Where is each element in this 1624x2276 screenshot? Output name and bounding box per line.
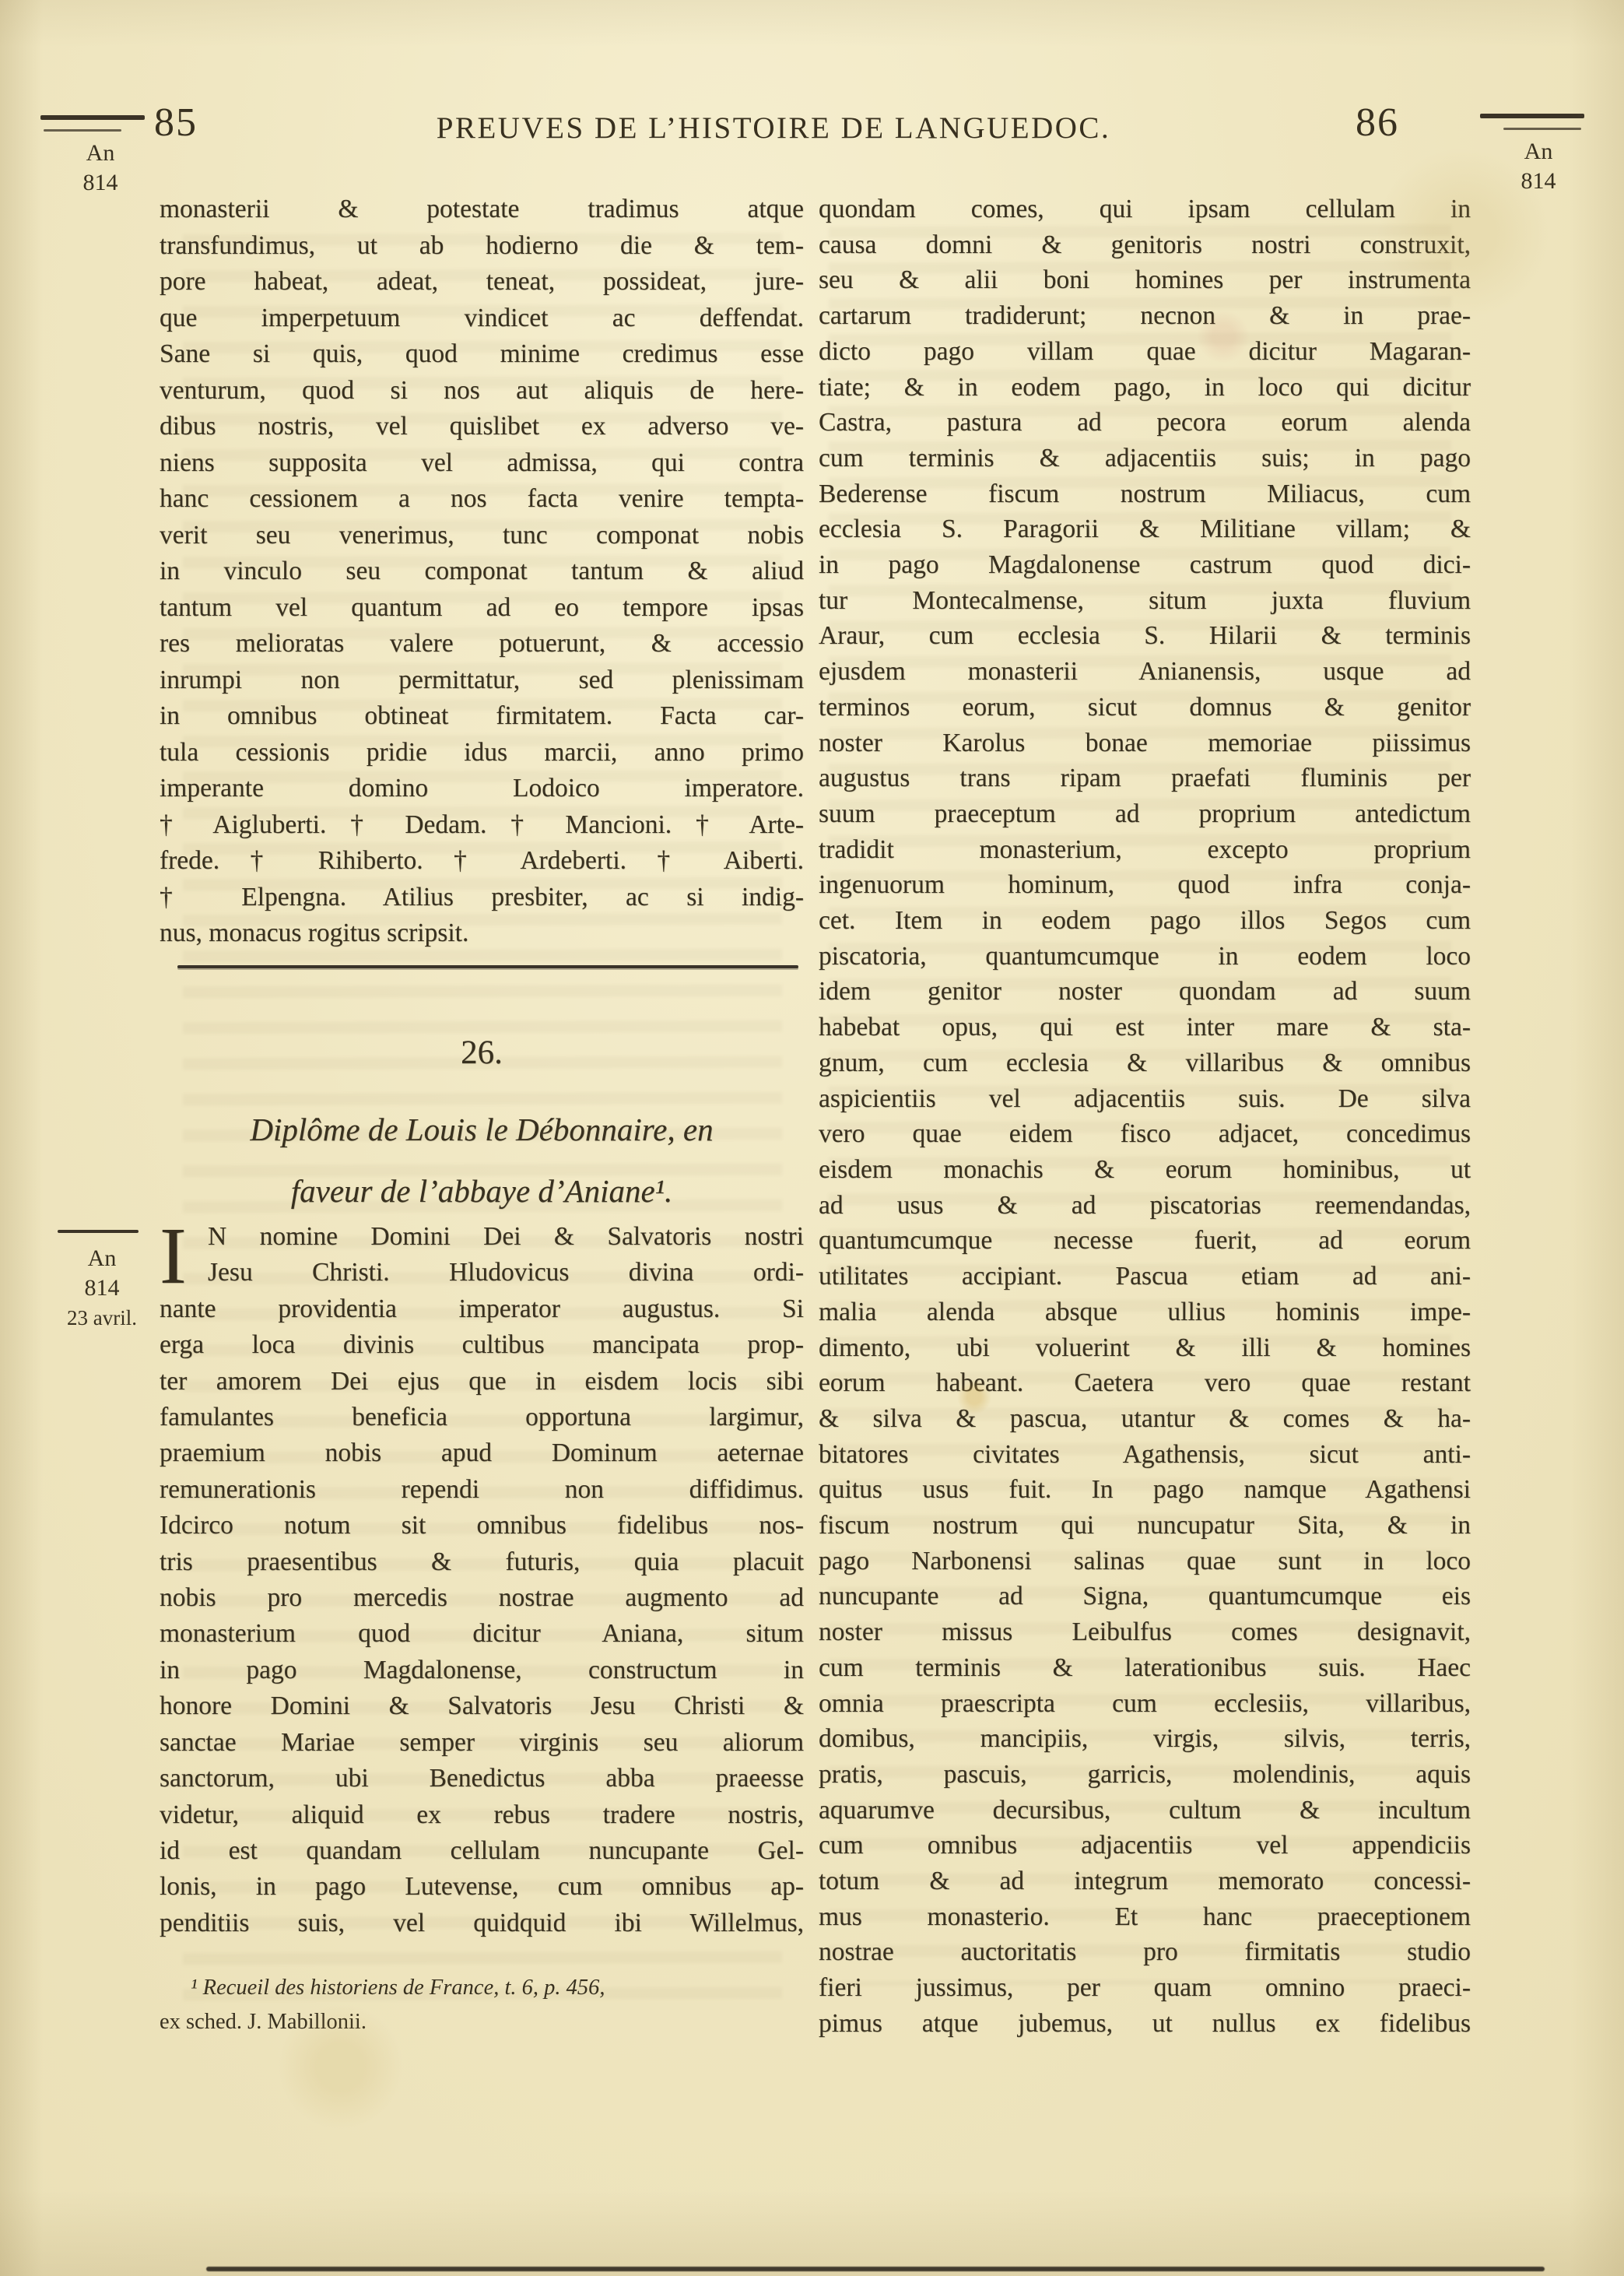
text-line: id est quandam cellulam nuncupante Gel- — [160, 1835, 804, 1865]
text-line: utilitates accipiant. Pascua etiam ad ani- — [819, 1262, 1471, 1291]
text-line: aquarumve decursibus, cultum & incultum — [819, 1795, 1471, 1825]
margin-note-line: An — [86, 140, 115, 166]
text-line: remunerationis rependi non diffidimus. — [160, 1474, 804, 1504]
running-title: PREUVES DE L’HISTOIRE DE LANGUEDOC. — [436, 111, 1111, 145]
margin-note-line: An — [1524, 139, 1553, 164]
text-line: penditiis suis, vel quidquid ibi Willelmus, — [160, 1908, 804, 1937]
margin-note-date — [51, 1244, 153, 1333]
text-line: nostrae auctoritatis pro firmitatis studio — [819, 1937, 1471, 1967]
text-line: cartarum tradiderunt; necnon & in prae- — [819, 301, 1471, 331]
corner-rule-top-left — [40, 115, 145, 120]
text-line: seu & alii boni homines per instrumenta — [819, 265, 1471, 295]
text-line: venturum, quod si nos aut aliquis de here- — [160, 375, 804, 405]
text-line: piscatoria, quantumcumque in eodem loco — [819, 941, 1471, 971]
corner-rule-top-right-thin — [1503, 128, 1581, 130]
text-line: noster missus Leibulfus comes designavit, — [819, 1617, 1471, 1647]
text-line: tris praesentibus & futuris, quia placuit — [160, 1547, 804, 1576]
text-line: bitatores civitates Agathensis, sicut anti- — [819, 1439, 1471, 1469]
scan-edge-artifact — [206, 2267, 1545, 2271]
text-line: nus, monacus rogitus scripsit. — [160, 918, 469, 947]
text-line: suum praeceptum ad proprium antedictum — [819, 799, 1471, 828]
text-line: inrumpi non permittatur, sed plenissimam — [160, 665, 804, 694]
text-line: dibus nostris, vel quislibet ex adverso ve- — [160, 412, 804, 441]
text-line: nuncupante ad Signa, quantumcumque eis — [819, 1582, 1471, 1611]
text-line: nobis pro mercedis nostrae augmento ad — [160, 1583, 804, 1613]
text-line: quondam comes, qui ipsam cellulam in — [819, 195, 1471, 223]
text-line: malia alenda absque ullius hominis impe- — [819, 1297, 1471, 1326]
text-line: Idcirco notum sit omnibus fidelibus nos- — [160, 1511, 804, 1540]
text-line: transfundimus, ut ab hodierno die & tem- — [160, 230, 804, 260]
text-line: famulantes beneficia opportuna largimur, — [160, 1403, 804, 1432]
text-line: ecclesia S. Paragorii & Militiane villam; & — [819, 515, 1471, 544]
text-line: niens supposita vel admissa, qui contra — [160, 448, 804, 477]
margin-note-line: An — [87, 1245, 117, 1271]
text-line: res melioratas valere potuerunt, & accessio — [160, 629, 804, 658]
text-line: quantumcumque necesse fuerit, ad eorum — [819, 1226, 1471, 1256]
document-26-heading — [160, 1099, 804, 1222]
text-line: in pago Magdalonense, constructum in — [160, 1655, 804, 1684]
margin-note-line: 814 — [82, 170, 118, 195]
margin-note-line: 814 — [84, 1275, 120, 1301]
margin-note-year-left — [54, 139, 146, 198]
text-line: cum terminis & laterationibus suis. Haec — [819, 1653, 1471, 1682]
margin-note-line: 814 — [1521, 168, 1556, 194]
text-line: erga loca divinis cultibus mancipata prop- — [160, 1330, 804, 1360]
margin-note-line: 23 avril. — [67, 1306, 137, 1329]
text-line: totum & ad integrum memorato concessi- — [819, 1867, 1471, 1896]
text-line: mus monasterio. Et hanc praeceptionem — [819, 1902, 1471, 1931]
text-line: † Aigluberti. † Dedam. † Mancioni. † Arte- — [160, 810, 804, 839]
page-number-right: 86 — [1356, 100, 1399, 145]
heading-line: faveur de l’abbaye d’Aniane¹. — [290, 1173, 673, 1209]
footnote-line: ex sched. J. Mabillonii. — [160, 2010, 367, 2034]
text-line: cum omnibus adjacentiis vel appendiciis — [819, 1831, 1471, 1860]
text-line: vero quae eidem fisco adjacet, concedimus — [819, 1119, 1471, 1149]
text-line: tantum vel quantum ad eo tempore ipsas — [160, 592, 804, 622]
text-line: quitus usus fuit. In pago namque Agathensi — [819, 1475, 1471, 1505]
text-line: fieri jussimus, per quam omnino praeci- — [819, 1973, 1471, 2003]
text-line: aspicientiis vel adjacentiis suis. De silva — [819, 1084, 1471, 1113]
text-line: praemium nobis apud Dominum aeternae — [160, 1438, 804, 1468]
text-line: monasterium quod dicitur Aniana, situm — [160, 1619, 804, 1649]
text-line: ingenuorum hominum, quod infra conja- — [819, 870, 1471, 900]
text-line: N nomine Domini Dei & Salvatoris nostri — [208, 1222, 804, 1251]
text-line: ter amorem Dei ejus que in eisdem locis sibi — [160, 1366, 804, 1396]
text-line: honore Domini & Salvatoris Jesu Christi & — [160, 1691, 804, 1721]
text-line: videtur, aliquid ex rebus tradere nostris, — [160, 1800, 804, 1829]
text-line: frede. † Rihiberto. † Ardeberti. † Aiberti. — [160, 846, 804, 875]
text-line: ejusdem monasterii Anianensis, usque ad — [819, 657, 1471, 687]
text-line: noster Karolus bonae memoriae piissimus — [819, 728, 1471, 757]
text-line: Jesu Christi. Hludovicus divina ordi- — [208, 1258, 804, 1287]
text-line: † Elpengna. Atilius presbiter, ac si indig- — [160, 882, 804, 911]
text-line: Bederense fiscum nostrum Miliacus, cum — [819, 479, 1471, 508]
text-line: in vinculo seu componat tantum & aliud — [160, 557, 804, 585]
text-line: dicto pago villam quae dicitur Magaran- — [819, 336, 1471, 366]
text-line: imperante domino Lodoico imperatore. — [160, 774, 804, 803]
text-line: domibus, mancipiis, virgis, silvis, terris, — [819, 1724, 1471, 1754]
text-line: habebat opus, qui est inter mare & sta- — [819, 1013, 1471, 1042]
text-line: sanctae Mariae semper virginis seu aliorum — [160, 1727, 804, 1757]
section-divider-rule — [177, 965, 798, 968]
text-line: cum terminis & adjacentiis suis; in pago — [819, 443, 1471, 472]
text-line: ad usus & ad piscatorias reemendandas, — [819, 1190, 1471, 1220]
text-line: hanc cessionem a nos facta venire tempta- — [160, 484, 804, 513]
corner-rule-top-right — [1480, 114, 1584, 118]
document-26-text — [160, 1211, 804, 1941]
text-line: eisdem monachis & eorum hominibus, ut — [819, 1154, 1471, 1184]
text-line: Sane si quis, quod minime credimus esse — [160, 339, 804, 368]
corner-rule-top-left-thin — [44, 129, 121, 132]
text-line: monasterii & potestate tradimus atque — [160, 195, 804, 223]
text-line: pago Narbonensi salinas quae sunt in loco — [819, 1546, 1471, 1575]
text-line: eorum habeant. Caetera vero quae restant — [819, 1368, 1471, 1398]
text-line: pimus atque jubemus, ut nullus ex fidelibus — [819, 2008, 1471, 2038]
text-line: in omnibus obtineat firmitatem. Facta car- — [160, 701, 804, 730]
document-25-text — [160, 191, 804, 952]
text-line: tradidit monasterium, excepto proprium — [819, 834, 1471, 864]
text-line: que imperpetuum vindicet ac deffendat. — [160, 303, 804, 332]
text-line: pratis, pascuis, garricis, molendinis, aquis — [819, 1759, 1471, 1789]
text-line: augustus trans ripam praefati fluminis per — [819, 764, 1471, 793]
page-number-left: 85 — [154, 100, 198, 145]
margin-note-year-right — [1492, 137, 1584, 196]
right-column-text — [819, 191, 1471, 2042]
heading-line: Diplôme de Louis le Débonnaire, en — [250, 1112, 714, 1147]
text-line: dimento, ubi voluerint & illi & homines — [819, 1333, 1471, 1362]
footnote — [160, 1971, 804, 2039]
text-line: gnum, cum ecclesia & villaribus & omnibus — [819, 1048, 1471, 1077]
text-line: terminos eorum, sicut domnus & genitor — [819, 692, 1471, 722]
text-line: Araur, cum ecclesia S. Hilarii & terminis — [819, 621, 1471, 651]
text-line: verit seu venerimus, tunc componat nobis — [160, 520, 804, 550]
text-line: fiscum nostrum qui nuncupatur Sita, & in — [819, 1511, 1471, 1540]
text-line: omnia praescripta cum ecclesiis, villaribus, — [819, 1688, 1471, 1718]
text-line: lonis, in pago Lutevense, cum omnibus ap- — [160, 1872, 804, 1902]
text-line: pore habeat, adeat, teneat, possideat, jure- — [160, 267, 804, 296]
footnote-line: ¹ Recueil des historiens de France, t. 6, p. 456, — [191, 1976, 605, 2000]
text-line: & silva & pascua, utantur & comes & ha- — [819, 1403, 1471, 1433]
text-line: causa domni & genitoris nostri construxit, — [819, 230, 1471, 259]
text-line: sanctorum, ubi Benedictus abba praeesse — [160, 1764, 804, 1793]
text-line: nante providentia imperator augustus. Si — [160, 1294, 804, 1323]
text-line: tur Montecalmense, situm juxta fluvium — [819, 585, 1471, 615]
section-number: 26. — [461, 1034, 503, 1071]
text-line: Castra, pastura ad pecora eorum alenda — [819, 408, 1471, 437]
drop-cap: I — [160, 1211, 187, 1301]
text-line: tiate; & in eodem pago, in loco qui dicitur — [819, 372, 1471, 402]
text-line: tula cessionis pridie idus marcii, anno primo — [160, 737, 804, 767]
text-line: cet. Item in eodem pago illos Segos cum — [819, 906, 1471, 936]
text-line: in pago Magdalonense castrum quod dici- — [819, 550, 1471, 580]
margin-note-rule — [58, 1230, 139, 1233]
text-line: idem genitor noster quondam ad suum — [819, 977, 1471, 1006]
